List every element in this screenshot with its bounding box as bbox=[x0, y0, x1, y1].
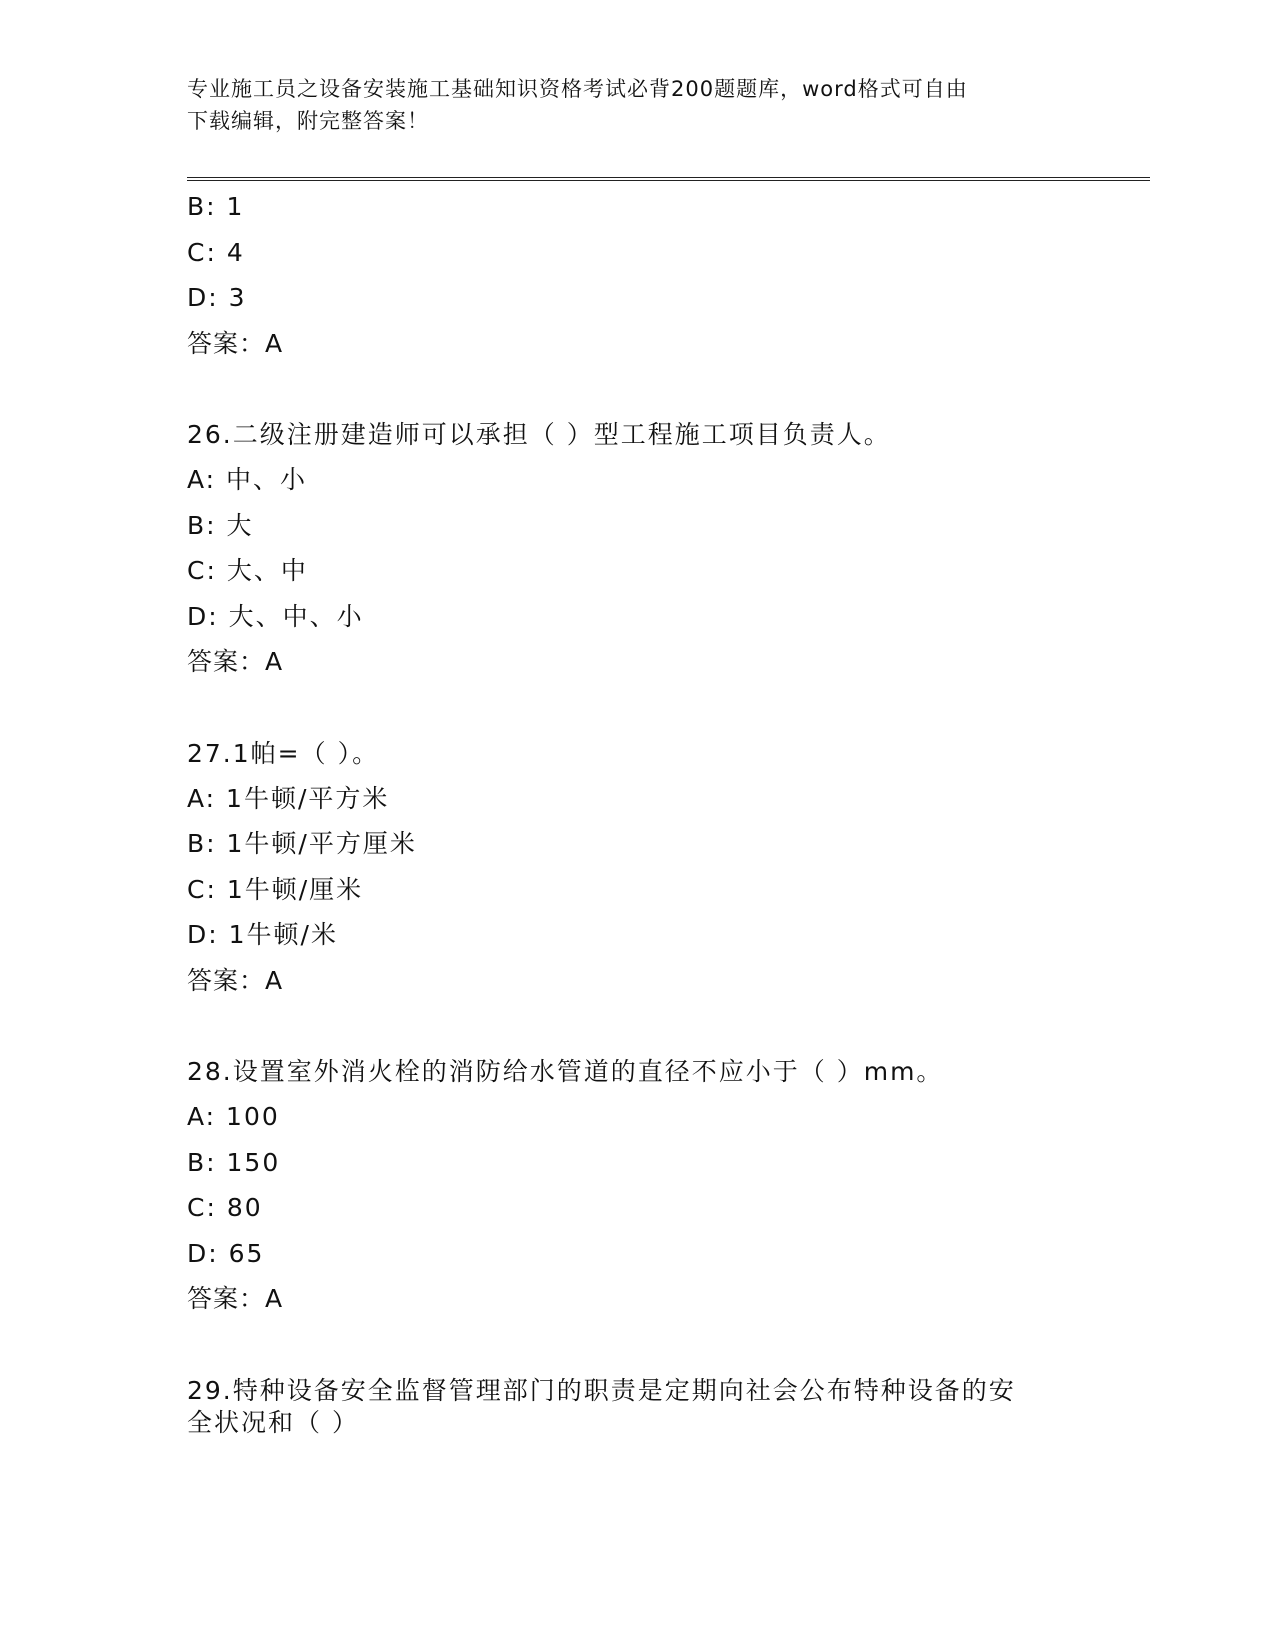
option-c: C: 大、中 bbox=[187, 556, 308, 585]
question-list bbox=[187, 192, 1087, 1453]
question-text-line-1: 特种设备安全监督管理部门的职责是定期向社会公布特种设备的安 bbox=[232, 1375, 1016, 1405]
question-number: 26. bbox=[187, 420, 233, 449]
spacer bbox=[187, 374, 1087, 419]
option-d: D: 3 bbox=[187, 283, 247, 312]
question-number: 27. bbox=[187, 738, 233, 768]
header-divider bbox=[187, 177, 1150, 181]
option-a: A: 100 bbox=[187, 1102, 280, 1131]
option-b: B: 大 bbox=[187, 510, 254, 540]
answer-line: 答案：A bbox=[187, 328, 284, 358]
option-d: D: 65 bbox=[187, 1238, 265, 1268]
answer-line: 答案：A bbox=[187, 1284, 284, 1313]
option-b: B: 1牛顿/平方厘米 bbox=[187, 829, 417, 858]
question-text: 1帕=（ ）。 bbox=[232, 738, 380, 768]
header-title-line-1: 专业施工员之设备安装施工基础知识资格考试必背200题题库，word格式可自由 bbox=[187, 77, 968, 101]
option-a: A: 1牛顿/平方米 bbox=[187, 783, 390, 813]
option-c: C: 1牛顿/厘米 bbox=[187, 874, 364, 904]
question-28 bbox=[187, 1056, 1087, 1088]
option-c: C: 80 bbox=[187, 1193, 263, 1222]
option-b: B: 1 bbox=[187, 192, 245, 221]
question-text: 设置室外消火栓的消防给水管道的直径不应小于（ ）mm。 bbox=[232, 1057, 944, 1086]
answer-line: 答案：A bbox=[187, 965, 284, 995]
option-d: D: 1牛顿/米 bbox=[187, 920, 338, 949]
question-number: 29. bbox=[187, 1375, 233, 1405]
header-title-line-2: 下载编辑，附完整答案！ bbox=[187, 109, 429, 133]
option-b: B: 150 bbox=[187, 1147, 281, 1177]
question-27 bbox=[187, 738, 1087, 770]
question-26 bbox=[187, 419, 1087, 451]
option-a: A: 中、小 bbox=[187, 465, 308, 494]
option-d: D: 大、中、小 bbox=[187, 601, 364, 631]
spacer bbox=[187, 1011, 1087, 1056]
question-29 bbox=[187, 1375, 1087, 1439]
spacer bbox=[187, 1330, 1087, 1375]
spacer bbox=[187, 693, 1087, 738]
question-text: 二级注册建造师可以承担（ ）型工程施工项目负责人。 bbox=[232, 420, 891, 449]
question-number: 28. bbox=[187, 1057, 233, 1086]
option-c: C: 4 bbox=[187, 237, 245, 267]
question-text-line-2: 全状况和（ ） bbox=[187, 1407, 359, 1437]
answer-line: 答案：A bbox=[187, 647, 284, 676]
document-header bbox=[187, 73, 1087, 137]
